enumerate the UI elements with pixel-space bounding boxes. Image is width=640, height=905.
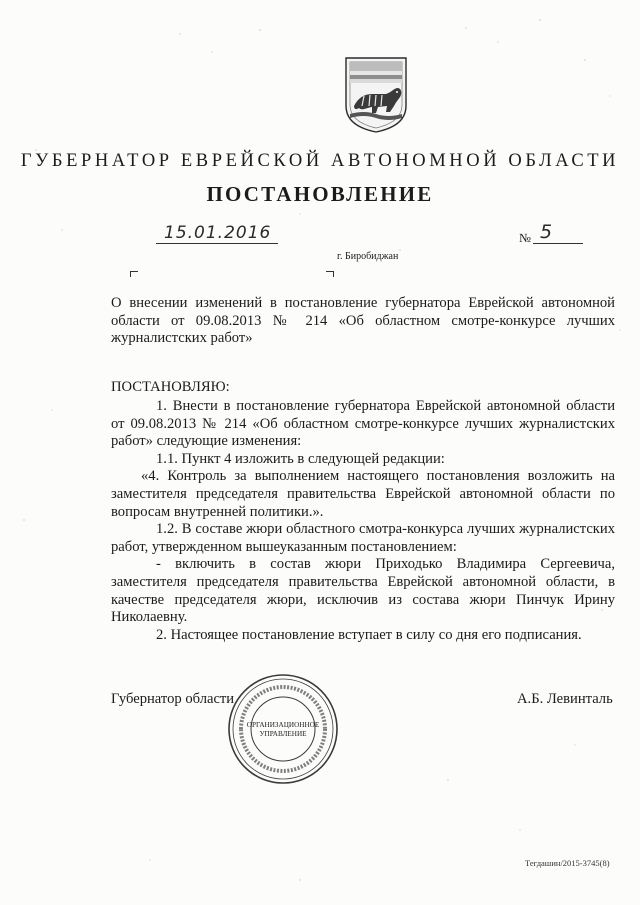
document-subject: О внесении изменений в постановление губернатора Еврейской автономной области от 09.08.2013 № 214 «Об областном смотре-конкурсе лучших журналистских работ» <box>111 295 615 347</box>
official-seal-icon <box>226 672 340 786</box>
document-number: 5 <box>540 221 553 243</box>
date-underline <box>156 243 278 244</box>
signatory-name: А.Б. Левинталь <box>517 691 613 707</box>
document-body <box>111 398 615 644</box>
paragraph-2: 2. Настоящее постановление вступает в силу со дня его подписания. <box>156 626 582 643</box>
document-date: 15.01.2016 <box>164 223 272 243</box>
document-type-title: ПОСТАНОВЛЕНИЕ <box>206 182 434 206</box>
signatory-title: Губернатор области <box>111 691 235 707</box>
paragraph-1: 1. Внести в постановление губернатора Еврейской автономной области от 09.08.2013 № 214 «Об областном смотре-конкурсе лучших журналистских работ» следующие изменения: <box>111 398 615 450</box>
city-of-issue: г. Биробиджан <box>337 251 399 262</box>
decree-word: ПОСТАНОВЛЯЮ: <box>111 379 230 395</box>
paragraph-1-1: 1.1. Пункт 4 изложить в следующей редакции: <box>156 450 445 467</box>
seal-center-text-line2: УПРАВЛЕНИЕ <box>259 730 307 738</box>
number-underline <box>533 243 583 244</box>
subject-corner-mark-right <box>326 271 334 277</box>
paragraph-1-2: 1.2. В составе жюри областного смотра-конкурса лучших журналистских работ, утвержденном вышеуказанным постановлением: <box>111 521 615 555</box>
footer-reference: Тегдашин/2015-3745(8) <box>525 858 610 868</box>
issuing-authority: ГУБЕРНАТОР ЕВРЕЙСКОЙ АВТОНОМНОЙ ОБЛАСТИ <box>20 151 620 171</box>
paragraph-1-1-quote: «4. Контроль за выполнением настоящего постановления возложить на заместителя председателя правительства Еврейской автономной области по вопросам внутренней политики.». <box>111 468 615 520</box>
number-label: № <box>519 231 531 245</box>
seal-center-text-line1: ОРГАНИЗАЦИОННОЕ <box>246 721 320 729</box>
coat-of-arms-icon <box>342 56 410 134</box>
subject-corner-mark-left <box>130 271 138 277</box>
paragraph-1-2-item: - включить в состав жюри Приходько Владимира Сергеевича, заместителя председателя правительства Еврейской автономной области, в качестве председателя жюри, исключив из состава жюри Пинчук Ирину Николаевну. <box>111 556 615 626</box>
